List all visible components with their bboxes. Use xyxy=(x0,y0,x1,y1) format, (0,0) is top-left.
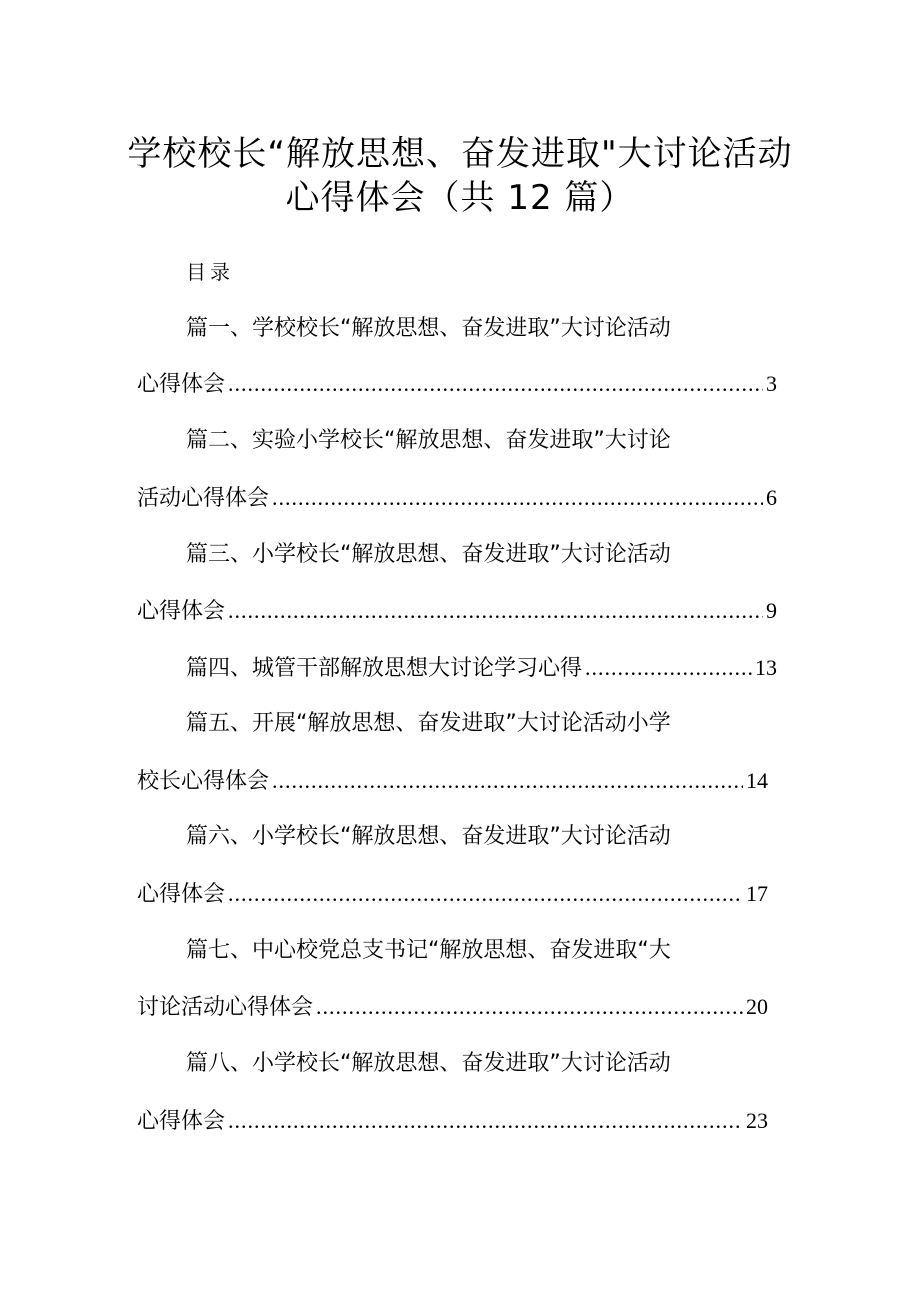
toc-entry-4-page: 13 xyxy=(755,655,777,680)
dot-leader xyxy=(272,766,743,796)
dot-leader xyxy=(228,1106,743,1136)
dot-leader xyxy=(316,992,743,1022)
toc-entry-2-title[interactable]: 篇二、实验小学校长“解放思想、奋发进取”大讨论 xyxy=(186,428,671,453)
toc-entry-1-title-cont: 心得体会 xyxy=(137,372,226,397)
toc-heading: 目录 xyxy=(186,260,234,284)
toc-entry-3-title[interactable]: 篇三、小学校长“解放思想、奋发进取”大讨论活动 xyxy=(186,542,671,567)
toc-entry-1-line[interactable] xyxy=(137,369,777,400)
toc-entry-4-title: 篇四、城管干部解放思想大讨论学习心得 xyxy=(186,656,583,681)
dot-leader xyxy=(228,879,743,909)
toc-entry-3-page: 9 xyxy=(766,598,777,623)
toc-entry-1-page: 3 xyxy=(766,371,777,396)
toc-entry-5-line[interactable] xyxy=(137,766,768,797)
dot-leader xyxy=(228,369,763,399)
toc-entry-5-title[interactable]: 篇五、开展“解放思想、奋发进取”大讨论活动小学 xyxy=(186,711,671,736)
toc-entry-7-title[interactable]: 篇七、中心校党总支书记“解放思想、奋发进取“大 xyxy=(186,938,671,963)
toc-entry-3-line[interactable] xyxy=(137,596,777,627)
toc-entry-7-page: 20 xyxy=(746,994,768,1019)
toc-entry-5-page: 14 xyxy=(746,768,768,793)
toc-entry-6-title-cont: 心得体会 xyxy=(137,882,226,907)
toc-entry-2-page: 6 xyxy=(766,485,777,510)
dot-leader xyxy=(228,596,763,626)
toc-entry-8-line[interactable] xyxy=(137,1106,768,1137)
dot-leader xyxy=(585,653,752,683)
toc-entry-5-title-cont: 校长心得体会 xyxy=(137,769,270,794)
toc-entry-1-title[interactable]: 篇一、学校校长“解放思想、奋发进取”大讨论活动 xyxy=(186,316,671,341)
toc-entry-8-page: 23 xyxy=(746,1108,768,1133)
document-title-line-2: 心得体会（共 12 篇） xyxy=(285,178,635,218)
toc-entry-2-title-cont: 活动心得体会 xyxy=(137,486,270,511)
toc-entry-6-page: 17 xyxy=(746,881,768,906)
toc-entry-6-title[interactable]: 篇六、小学校长“解放思想、奋发进取”大讨论活动 xyxy=(186,824,671,849)
toc-entry-2-line[interactable] xyxy=(137,483,777,514)
toc-entry-8-title[interactable]: 篇八、小学校长“解放思想、奋发进取”大讨论活动 xyxy=(186,1051,671,1076)
toc-entry-6-line[interactable] xyxy=(137,879,768,910)
document-title-line-1: 学校校长“解放思想、奋发进取"大讨论活动 xyxy=(127,134,793,174)
toc-entry-3-title-cont: 心得体会 xyxy=(137,599,226,624)
toc-entry-8-title-cont: 心得体会 xyxy=(137,1109,226,1134)
toc-entry-7-title-cont: 讨论活动心得体会 xyxy=(137,995,314,1020)
dot-leader xyxy=(272,483,763,513)
toc-entry-7-line[interactable] xyxy=(137,992,768,1023)
toc-entry-4-line[interactable] xyxy=(186,653,777,684)
